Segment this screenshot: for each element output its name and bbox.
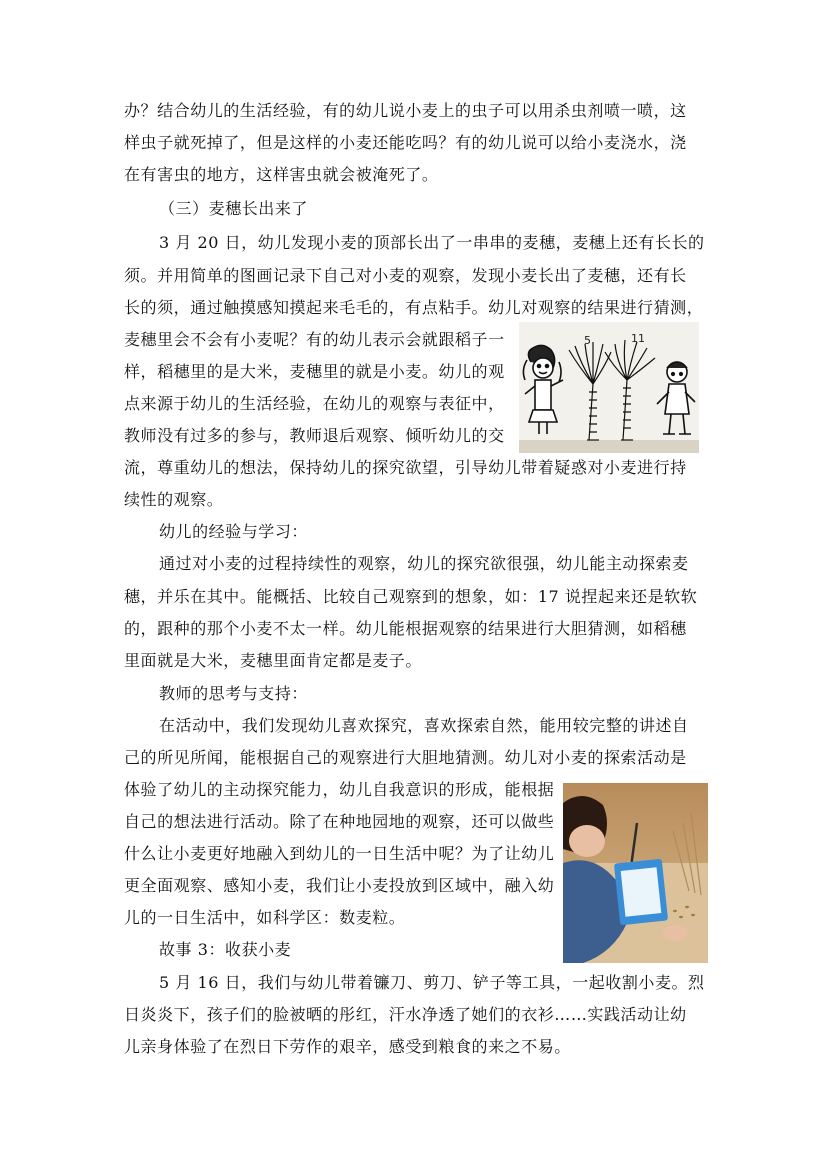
text-line: 样虫子就死掉了，但是这样的小麦还能吃吗？有的幼儿说可以给小麦浇水，浇 bbox=[124, 133, 687, 152]
text-line: 什么让小麦更好地融入到幼儿的一日生活中呢？为了让幼儿 bbox=[124, 844, 555, 863]
text-line: 儿的一日生活中，如科学区：数麦粒。 bbox=[124, 908, 406, 927]
child-photo-image bbox=[563, 783, 708, 963]
text-line: 里面就是大米，麦穗里面肯定都是麦子。 bbox=[124, 651, 422, 670]
text-line: 日炎炎下，孩子们的脸被晒的彤红，汗水净透了她们的衣衫……实践活动让幼 bbox=[124, 1005, 687, 1024]
drawing-label-5: 5 bbox=[584, 334, 591, 347]
photo-svg bbox=[563, 783, 708, 963]
text-line: 体验了幼儿的主动探究能力，幼儿自我意识的形成，能根据 bbox=[124, 780, 555, 799]
text-line: 在活动中，我们发现幼儿喜欢探究，喜欢探索自然，能用较完整的讲述自 bbox=[159, 716, 689, 735]
wheat-drawing-svg bbox=[519, 322, 699, 453]
text-line: 长的须，通过触摸感知摸起来毛毛的，有点粘手。幼儿对观察的结果进行猜测， bbox=[124, 298, 704, 317]
text-line: 续性的观察。 bbox=[124, 490, 224, 509]
text-line: 教师没有过多的参与，教师退后观察、倾听幼儿的交 bbox=[124, 426, 505, 445]
text-line: 样，稻穗里的是大米，麦穗里的就是小麦。幼儿的观 bbox=[124, 362, 505, 381]
drawing-label-11: 11 bbox=[631, 332, 645, 345]
text-line: 办？结合幼儿的生活经验，有的幼儿说小麦上的虫子可以用杀虫剂喷一喷，这 bbox=[124, 101, 687, 120]
text-line: 流，尊重幼儿的想法，保持幼儿的探究欲望，引导幼儿带着疑惑对小麦进行持 bbox=[124, 458, 687, 477]
child-drawing-image bbox=[519, 322, 699, 453]
text-line: 须。并用简单的图画记录下自己对小麦的观察，发现小麦长出了麦穗，还有长 bbox=[124, 266, 687, 285]
text-line: 己的所见所闻，能根据自己的观察进行大胆地猜测。幼儿对小麦的探索活动是 bbox=[124, 748, 687, 767]
text-line: 点来源于幼儿的生活经验，在幼儿的观察与表征中， bbox=[124, 394, 505, 413]
text-line: 自己的想法进行活动。除了在种地园地的观察，还可以做些 bbox=[124, 812, 555, 831]
text-line: 3 月 20 日，幼儿发现小麦的顶部长出了一串串的麦穗，麦穗上还有长长的 bbox=[159, 233, 705, 252]
text-line: 通过对小麦的过程持续性的观察，幼儿的探究欲很强，幼儿能主动探索麦 bbox=[159, 554, 689, 573]
child-face bbox=[569, 825, 605, 857]
section-heading: （三）麦穗长出来了 bbox=[159, 199, 308, 218]
subheading: 教师的思考与支持： bbox=[159, 684, 308, 703]
text-line: 在有害虫的地方，这样害虫就会被淹死了。 bbox=[124, 165, 439, 184]
story-heading: 故事 3：收获小麦 bbox=[159, 940, 292, 959]
text-line: 麦穗里会不会有小麦呢？有的幼儿表示会就跟稻子一 bbox=[124, 330, 505, 349]
text-line: 5 月 16 日，我们与幼儿带着镰刀、剪刀、铲子等工具，一起收割小麦。烈 bbox=[159, 973, 705, 992]
text-line: 穗，并乐在其中。能概括、比较自己观察到的想象，如：17 说捏起来还是软软 bbox=[124, 587, 698, 606]
text-line: 的，跟种的那个小麦不太一样。幼儿能根据观察的结果进行大胆猜测，如稻穗 bbox=[124, 619, 687, 638]
subheading: 幼儿的经验与学习： bbox=[159, 522, 308, 541]
text-line: 更全面观察、感知小麦，我们让小麦投放到区域中，融入幼 bbox=[124, 876, 555, 895]
text-line: 儿亲身体验了在烈日下劳作的艰辛，感受到粮食的来之不易。 bbox=[124, 1037, 571, 1056]
